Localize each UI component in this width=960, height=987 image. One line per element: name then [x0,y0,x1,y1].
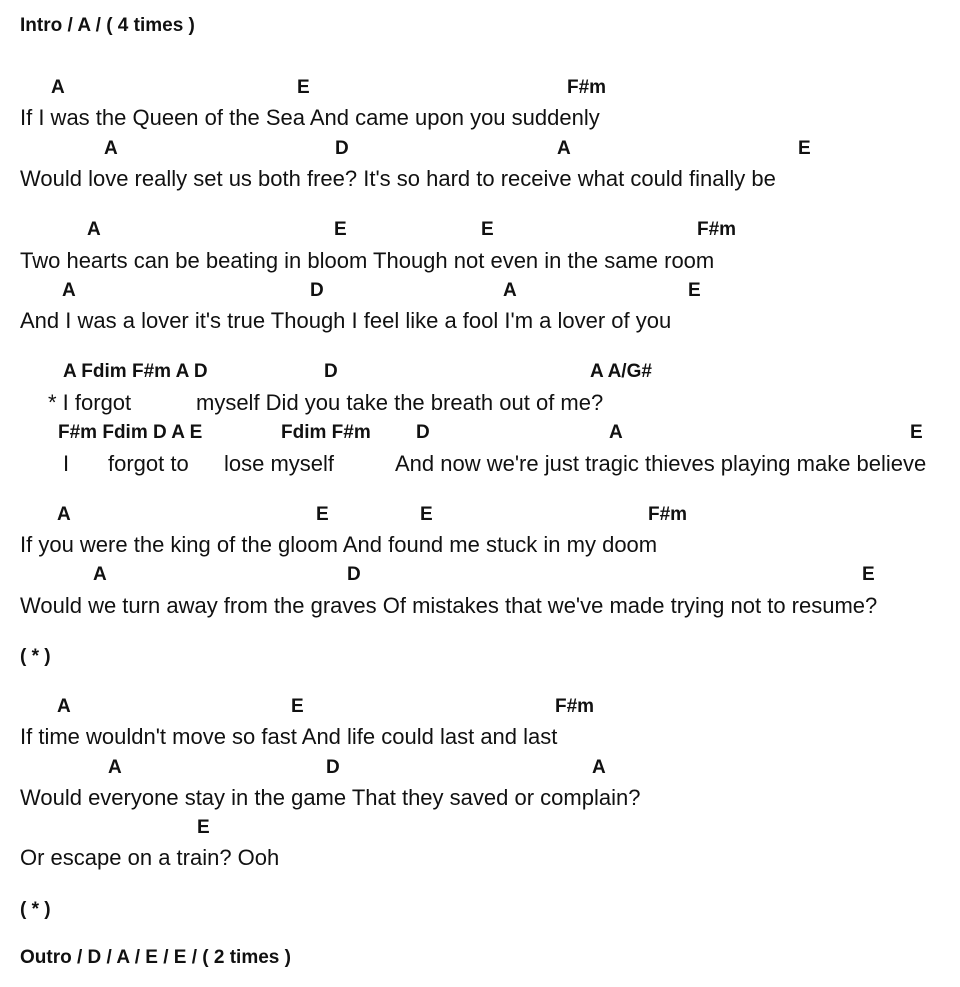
chord: A [503,280,517,301]
chord: A [108,757,122,778]
chord: D [347,564,361,585]
chord: E [862,564,875,585]
chord: E [316,504,329,525]
chord: D [335,138,349,159]
chorus-start-lyric: * I forgot [48,390,132,415]
chord: E [798,138,811,159]
chord: E [688,280,701,301]
chord: A Fdim F#m A D [63,361,208,382]
chord: D [310,280,324,301]
chord: A [557,138,571,159]
chorus-reference: ( * ) [20,646,51,667]
lyric-line: myself Did you take the breath out of me? [196,390,604,415]
lyric-line: And I was a lover it's true Though I feel like a fool I'm a lover of you [20,308,672,333]
chord: E [291,696,304,717]
chord: A [57,696,71,717]
lyric-line: Two hearts can be beating in bloom Though not even in the same room [20,248,715,273]
chord: A A/G# [590,361,652,382]
lyric-fragment: forgot to [108,451,189,476]
chord: E [334,219,347,240]
chord: F#m [555,696,595,717]
chord: F#m [648,504,688,525]
lyric-fragment: And now we're just tragic thieves playing make believe [395,451,927,476]
lyric-line: Or escape on a train? Ooh [20,845,280,870]
chord: A [51,77,65,98]
lyric-line: Would love really set us both free? It's so hard to receive what could finally be [20,166,776,191]
chord: A [93,564,107,585]
lyric-line: Would we turn away from the graves Of mistakes that we've made trying not to resume? [20,593,878,618]
lyric-fragment: lose myself [224,451,335,476]
chord: E [297,77,310,98]
chord: F#m [567,77,607,98]
chorus-reference: ( * ) [20,899,51,920]
chord: A [592,757,606,778]
chord: D [326,757,340,778]
chord: D [324,361,338,382]
lyric-line: If you were the king of the gloom And found me stuck in my doom [20,532,658,557]
chord: E [197,817,210,838]
chord: A [104,138,118,159]
lyric-fragment: I [63,451,70,476]
chord: D [416,422,430,443]
lyric-line: If I was the Queen of the Sea And came upon you suddenly [20,105,600,130]
chord: E [481,219,494,240]
chord: A [57,504,71,525]
intro-line: Intro / A / ( 4 times ) [20,15,195,36]
chord: A [62,280,76,301]
chord: E [420,504,433,525]
chord: Fdim F#m [281,422,371,443]
chord: F#m [697,219,737,240]
chord: F#m Fdim D A E [58,422,203,443]
chord: A [609,422,623,443]
lyric-line: If time wouldn't move so fast And life could last and last [20,724,558,749]
chord: E [910,422,923,443]
outro-line: Outro / D / A / E / E / ( 2 times ) [20,947,291,968]
chord: A [87,219,101,240]
lyric-line: Would everyone stay in the game That they saved or complain? [20,785,641,810]
